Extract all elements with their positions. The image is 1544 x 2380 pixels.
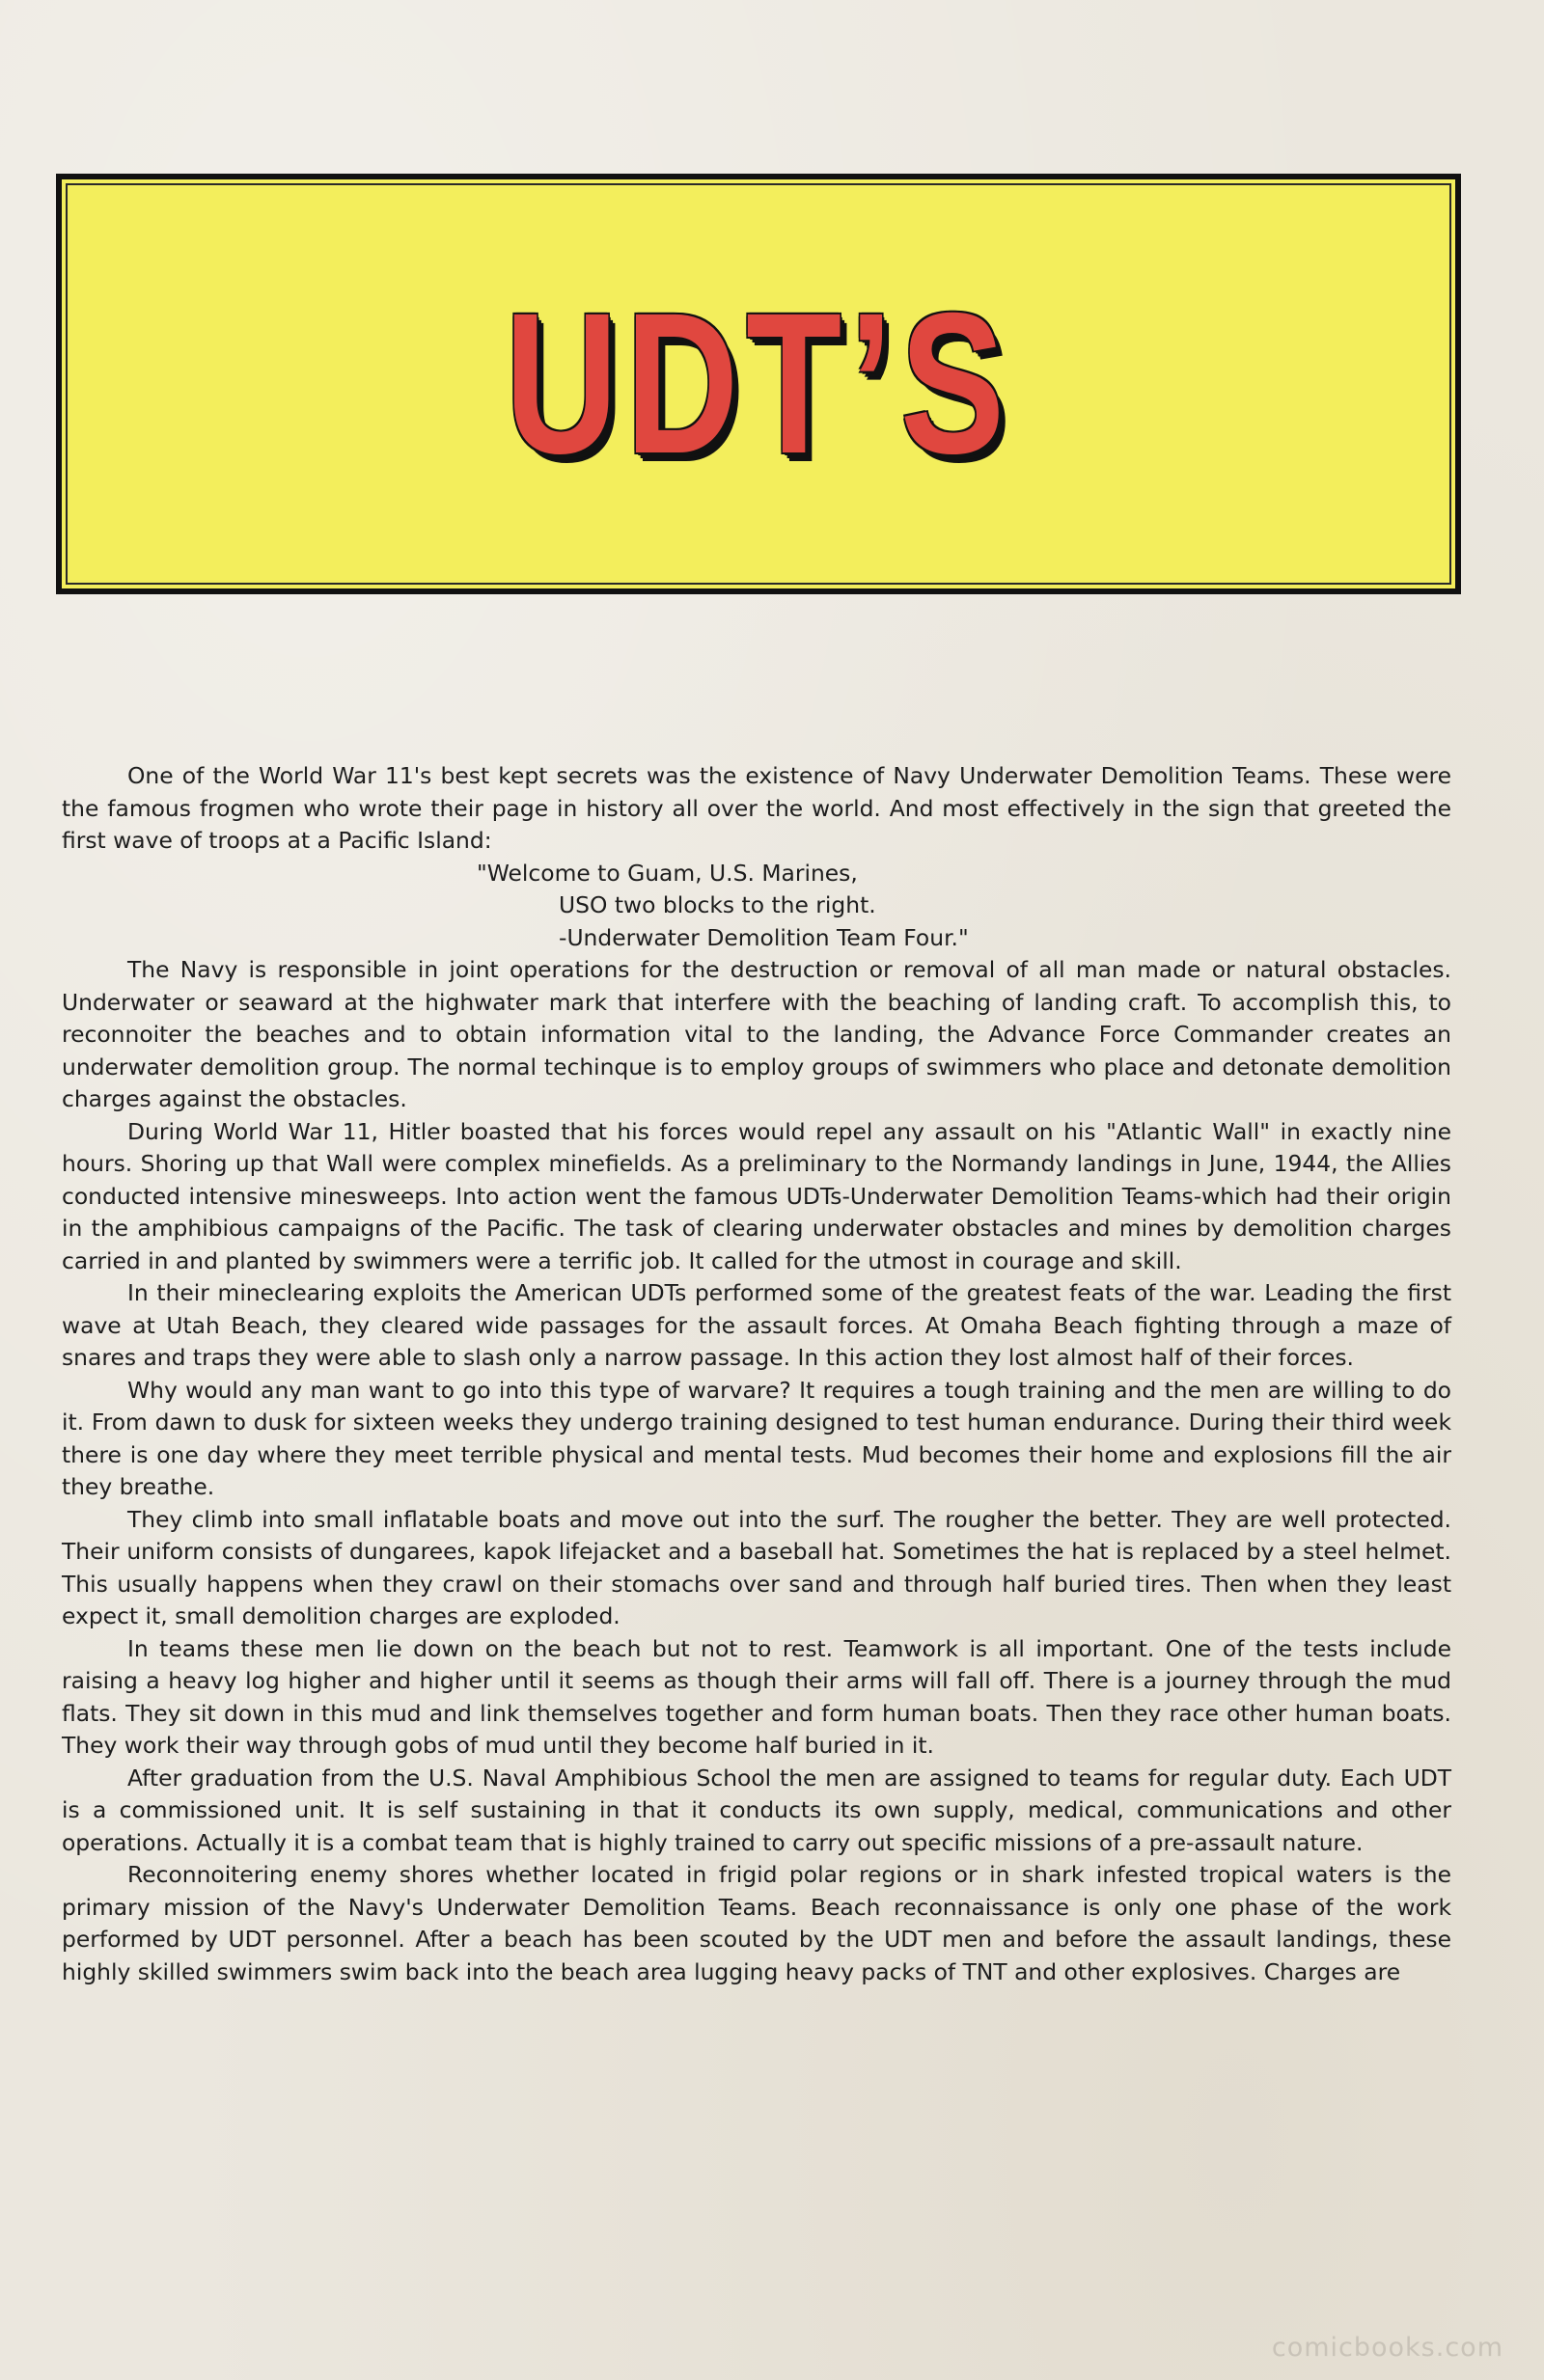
paragraph: The Navy is responsible in joint operations for the destruction or removal of all man made or natural obstacles. Underwater or seaward at the highwater mark that interfere with the beaching of landing craft. To accomplish this, to reconnoiter the beaches and to obtain information vital to the landing, the Advance Force Commander creates an underwater demolition group. The normal techinque is to employ groups of swimmers who place and detonate demolition charges against the obstacles. — [62, 956, 1451, 1112]
paragraph: One of the World War 11's best kept secrets was the existence of Navy Underwater Demolition Teams. These were the famous frogmen who wrote their page in history all over the world. And most effectively in the sign that greeted the first wave of troops at a Pacific Island: — [62, 762, 1451, 854]
sign-line: "Welcome to Guam, U.S. Marines, — [477, 859, 858, 887]
paragraph: Reconnoitering enemy shores whether located in frigid polar regions or in shark infested tropical waters is the primary mission of the Navy's Underwater Demolition Teams. Beach reconnaissance is only one phase of the work performed by UDT personnel. After a beach has been scouted by the UDT men and before the assault landings, these highly skilled swimmers swim back into the beach area lugging heavy packs of TNT and other explosives. Charges are — [62, 1861, 1451, 1985]
paragraph: After graduation from the U.S. Naval Amphibious School the men are assigned to teams for regular duty. Each UDT is a commissioned unit. It is self sustaining in that it conducts its own supply, medical, communications and other operations. Actually it is a combat team that is highly trained to carry out specific missions of a pre-assault nature. — [62, 1764, 1451, 1856]
title-panel — [56, 174, 1461, 594]
watermark: comicbooks.com — [1271, 2333, 1503, 2363]
paragraph: They climb into small inflatable boats and move out into the surf. The rougher the better. They are well protected. Their uniform consists of dungarees, kapok lifejacket and a baseball hat. Sometimes the hat is replaced by a steel helmet. This usually happens when they crawl on their stomachs over sand and through half buried tires. Then when they least expect it, small demolition charges are exploded. — [62, 1505, 1451, 1629]
paragraph: In teams these men lie down on the beach but not to rest. Teamwork is all important. One of the tests include raising a heavy log higher and higher until it seems as though their arms will fall off. There is a journey through the mud flats. They sit down in this mud and link themselves together and form human boats. Then they race other human boats. They work their way through gobs of mud until they become half buried in it. — [62, 1634, 1451, 1759]
sign-line: USO two blocks to the right. — [559, 891, 876, 918]
sign-quote — [62, 858, 1451, 955]
article-body — [62, 760, 1451, 1988]
paragraph: Why would any man want to go into this type of warvare? It requires a tough training and the men are willing to do it. From dawn to dusk for sixteen weeks they undergo training designed to test human endurance. During their third week there is one day where they meet terrible physical and mental tests. Mud becomes their home and explosions fill the air they breathe. — [62, 1376, 1451, 1500]
page-title: UDT’S — [505, 272, 1012, 496]
paragraph: During World War 11, Hitler boasted that his forces would repel any assault on his "Atlantic Wall" in exactly nine hours. Shoring up that Wall were complex minefields. As a preliminary to the Normandy landings in June, 1944, the Allies conducted intensive minesweeps. Into action went the famous UDTs-Underwater Demolition Teams-which had their origin in the amphibious campaigns of the Pacific. The task of clearing underwater obstacles and mines by demolition charges carried in and planted by swimmers were a terrific job. It called for the utmost in courage and skill. — [62, 1117, 1451, 1274]
sign-line: -Underwater Demolition Team Four." — [559, 923, 969, 951]
paragraph: In their mineclearing exploits the American UDTs performed some of the greatest feats of the war. Leading the first wave at Utah Beach, they cleared wide passages for the assault forces. At Omaha Beach fighting through a maze of snares and traps they were able to slash only a narrow passage. In this action they lost almost half of their forces. — [62, 1279, 1451, 1371]
